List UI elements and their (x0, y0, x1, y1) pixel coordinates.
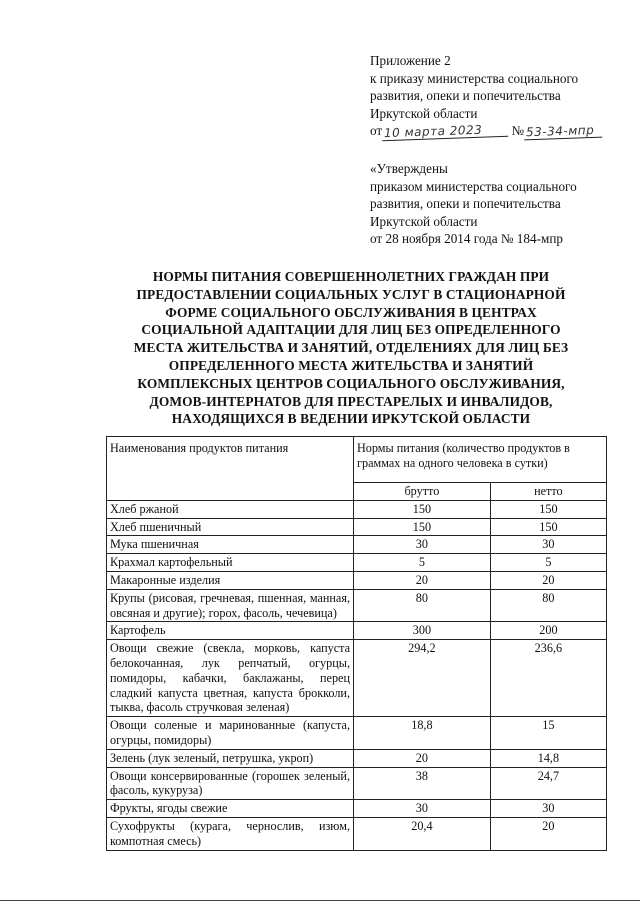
title-line: НОРМЫ ПИТАНИЯ СОВЕРШЕННОЛЕТНИХ ГРАЖДАН ПРИ (152, 269, 550, 284)
net-value-cell: 200 (490, 622, 606, 640)
table-row (107, 749, 607, 767)
approved-line: развития, опеки и попечительства (370, 196, 561, 212)
product-name-cell: Хлеб ржаной (107, 500, 354, 518)
product-name-cell: Овощи свежие (свекла, морковь, капуста белокочанная, лук репчатый, огурцы, помидоры, кабачки, баклажаны, перец сладкий капуста цветная, капуста брокколи, тыква, фасоль стручковая зеленая) (107, 640, 354, 717)
gross-value-cell: 20 (354, 749, 491, 767)
appendix-line: Приложение 2 (370, 53, 451, 68)
table-row (107, 622, 607, 640)
appendix-line: Иркутской области (370, 105, 478, 121)
gross-value-cell: 80 (354, 589, 491, 622)
net-value-cell: 150 (490, 500, 606, 518)
net-value-cell: 150 (490, 518, 606, 536)
appendix-line: развития, опеки и попечительства (370, 88, 561, 104)
page-bottom-edge (0, 900, 640, 901)
number-label: № (511, 123, 525, 139)
net-value-cell: 20 (490, 817, 606, 850)
gross-value-cell: 5 (354, 554, 491, 572)
net-value-cell: 20 (490, 571, 606, 589)
from-label: от (370, 123, 383, 139)
net-value-cell: 24,7 (490, 767, 606, 800)
header-product-name: Наименования продуктов питания (107, 437, 354, 501)
net-value-cell: 14,8 (490, 749, 606, 767)
product-name-cell: Крахмал картофельный (107, 554, 354, 572)
gross-value-cell: 150 (354, 518, 491, 536)
title-line: КОМПЛЕКСНЫХ ЦЕНТРОВ СОЦИАЛЬНОГО ОБСЛУЖИВАНИЯ, (137, 375, 565, 391)
product-name-cell: Мука пшеничная (107, 536, 354, 554)
product-name-cell: Овощи консервированные (горошек зеленый, фасоль, кукуруза) (107, 767, 354, 800)
product-name-cell: Овощи соленые и маринованные (капуста, огурцы, помидоры) (107, 717, 354, 750)
table-row (107, 554, 607, 572)
gross-value-cell: 150 (354, 500, 491, 518)
gross-value-cell: 30 (354, 536, 491, 554)
net-value-cell: 80 (490, 589, 606, 622)
order-date-number-row (370, 122, 632, 141)
table-row (107, 717, 607, 750)
net-value-cell: 30 (490, 536, 606, 554)
table-row (107, 640, 607, 717)
table-row (107, 767, 607, 800)
table-row (107, 589, 607, 622)
header-gross: брутто (354, 483, 491, 501)
product-name-cell: Зелень (лук зеленый, петрушка, укроп) (107, 749, 354, 767)
table-row (107, 500, 607, 518)
document-title (90, 268, 612, 428)
table-row (107, 518, 607, 536)
header-net: нетто (490, 483, 606, 501)
title-line: СОЦИАЛЬНОЙ АДАПТАЦИИ ДЛЯ ЛИЦ БЕЗ ОПРЕДЕЛЕННОГО (141, 322, 561, 338)
handwritten-number: 53-34-мпр (524, 123, 602, 141)
gross-value-cell: 20 (354, 571, 491, 589)
title-line: ДОМОВ-ИНТЕРНАТОВ ДЛЯ ПРЕСТАРЕЛЫХ И ИНВАЛИДОВ, (149, 393, 553, 409)
food-norms-table (106, 436, 607, 851)
title-line: МЕСТА ЖИТЕЛЬСТВА И ЗАНЯТИЙ, ОТДЕЛЕНИЯХ ДЛЯ ЛИЦ БЕЗ (133, 340, 569, 356)
table-header-row (107, 437, 607, 483)
product-name-cell: Картофель (107, 622, 354, 640)
title-line: ОПРЕДЕЛЕННОГО МЕСТА ЖИТЕЛЬСТВА И ЗАНЯТИЙ (168, 357, 534, 373)
net-value-cell: 15 (490, 717, 606, 750)
product-name-cell: Хлеб пшеничный (107, 518, 354, 536)
gross-value-cell: 294,2 (354, 640, 491, 717)
approved-line: приказом министерства социального (370, 178, 577, 194)
net-value-cell: 30 (490, 800, 606, 818)
title-line: ФОРМЕ СОЦИАЛЬНОГО ОБСЛУЖИВАНИЯ В ЦЕНТРАХ (165, 304, 537, 320)
approved-line: Иркутской области (370, 213, 478, 229)
product-name-cell: Крупы (рисовая, гречневая, пшенная, манная, овсяная и другие); горох, фасоль, чечевица) (107, 589, 354, 622)
product-name-cell: Фрукты, ягоды свежие (107, 800, 354, 818)
approved-block (370, 160, 632, 248)
net-value-cell: 236,6 (490, 640, 606, 717)
approved-line: от 28 ноября 2014 года № 184-мпр (370, 231, 563, 247)
gross-value-cell: 18,8 (354, 717, 491, 750)
table-row (107, 571, 607, 589)
appendix-block (370, 52, 632, 141)
approved-line: «Утверждены (370, 161, 448, 176)
gross-value-cell: 20,4 (354, 817, 491, 850)
gross-value-cell: 38 (354, 767, 491, 800)
title-line: ПРЕДОСТАВЛЕНИИ СОЦИАЛЬНЫХ УСЛУГ В СТАЦИОНАРНОЙ (136, 286, 566, 302)
header-norms: Нормы питания (количество продуктов в граммах на одного человека в сутки) (354, 437, 607, 483)
gross-value-cell: 30 (354, 800, 491, 818)
product-name-cell: Макаронные изделия (107, 571, 354, 589)
gross-value-cell: 300 (354, 622, 491, 640)
net-value-cell: 5 (490, 554, 606, 572)
table-row (107, 817, 607, 850)
table-row (107, 800, 607, 818)
table-row (107, 536, 607, 554)
title-line: НАХОДЯЩИХСЯ В ВЕДЕНИИ ИРКУТСКОЙ ОБЛАСТИ (171, 411, 531, 427)
appendix-line: к приказу министерства социального (370, 70, 579, 86)
product-name-cell: Сухофрукты (курага, чернослив, изюм, компотная смесь) (107, 817, 354, 850)
handwritten-date: 10 марта 2023 (382, 122, 508, 141)
